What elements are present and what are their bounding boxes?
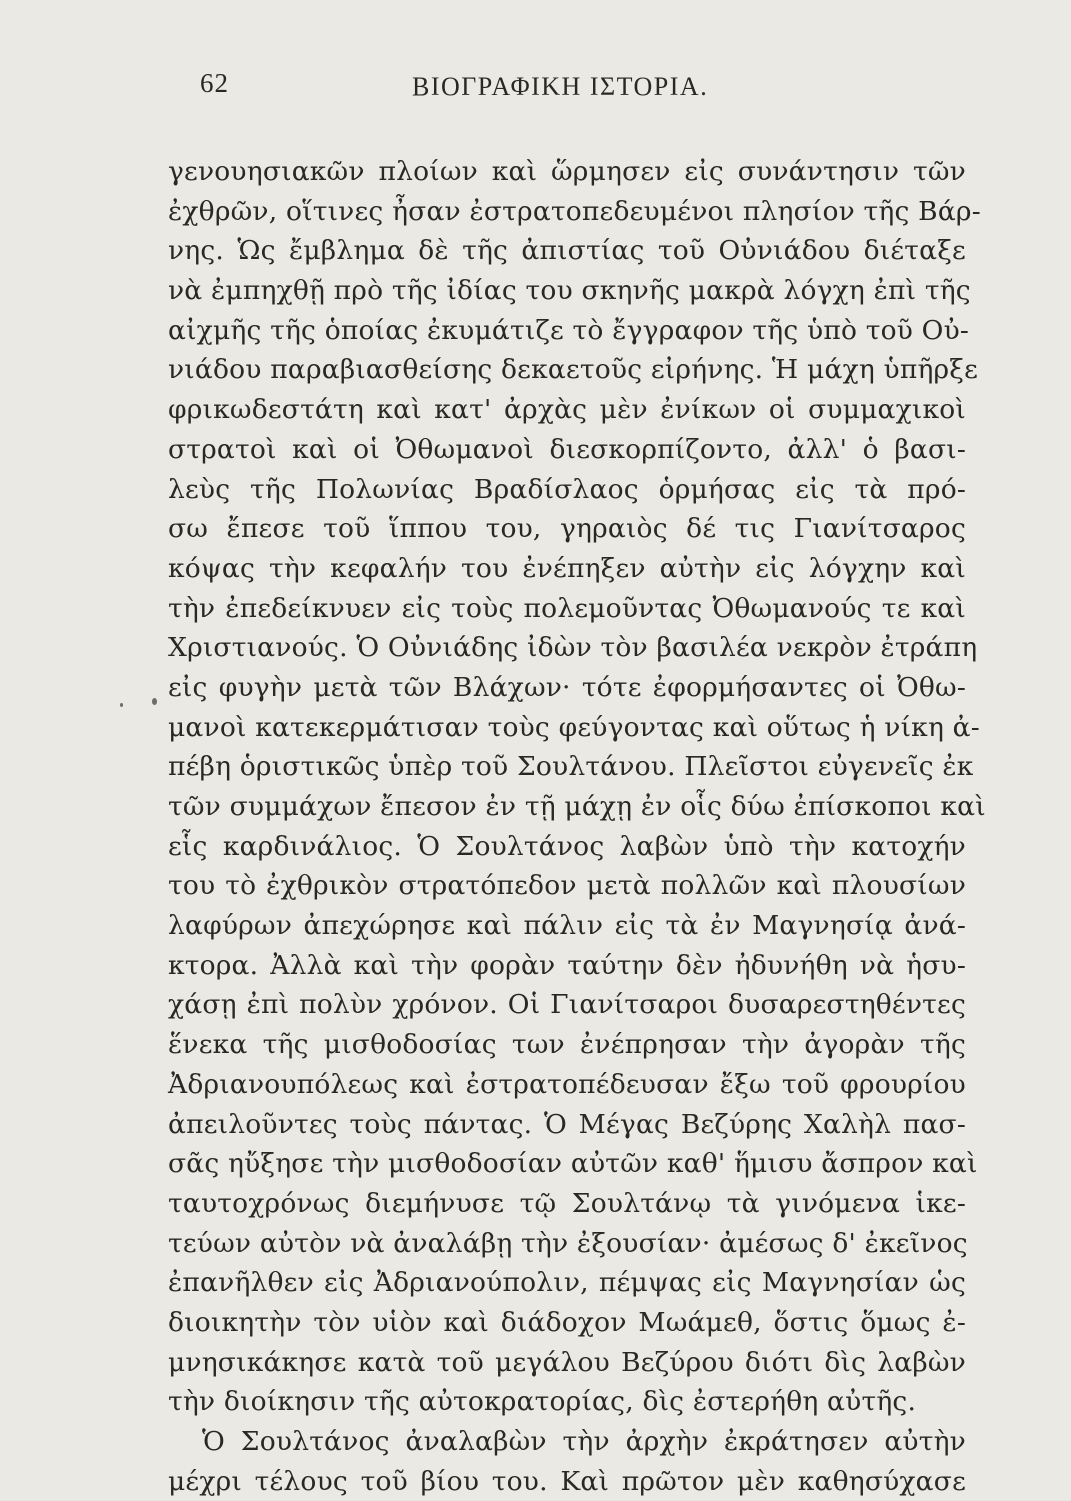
text-line: ταυτοχρόνως διεμήνυσε τῷ Σουλτάνῳ τὰ γινόμενα ἱκε- [168,1187,966,1219]
text-line: κόψας τὴν κεφαλήν του ἐνέπηξεν αὐτὴν εἰς λόγχην καὶ [168,552,966,584]
text-line: κτορα. Ἀλλὰ καὶ τὴν φορὰν ταύτην δὲν ἠδυνήθη νὰ ἡσυ- [168,949,966,981]
text-line: ἐχθρῶν, οἵτινες ἦσαν ἐστρατοπεδευμένοι πλησίον τῆς Βάρ- [168,195,981,227]
text-line: στρατοὶ καὶ οἱ Ὀθωμανοὶ διεσκορπίζοντο, ἀλλ' ὁ βασι- [168,433,966,465]
text-line: εἷς καρδινάλιος. Ὁ Σουλτάνος λαβὼν ὑπὸ τὴν κατοχήν [168,830,966,862]
text-line: σᾶς ηὔξησε τὴν μισθοδοσίαν αὐτῶν καθ' ἥμισυ ἄσπρον καὶ [168,1148,978,1180]
page-number: 62 [200,68,229,98]
text-line: Ἀδριανουπόλεως καὶ ἐστρατοπέδευσαν ἔξω τοῦ φρουρίου [168,1068,966,1100]
text-line: νὰ ἐμπηχθῇ πρὸ τῆς ἰδίας του σκηνῆς μακρὰ λόγχη ἐπὶ τῆς [168,275,971,307]
text-line: διοικητὴν τὸν υἱὸν καὶ διάδοχον Μωάμεθ, ὅστις ὅμως ἐ- [168,1306,966,1338]
text-line: χάσῃ ἐπὶ πολὺν χρόνον. Οἱ Γιανίτσαροι δυσαρεστηθέντες [168,989,966,1021]
text-line: σω ἔπεσε τοῦ ἵππου του, γηραιὸς δέ τις Γιανίτσαρος [168,513,966,545]
body-text [168,152,986,1501]
text-line: νης. Ὡς ἔμβλημα δὲ τῆς ἀπιστίας τοῦ Οὐνιάδου διέταξε [168,235,966,267]
text-line: πέβη ὁριστικῶς ὑπὲρ τοῦ Σουλτάνου. Πλεῖστοι εὐγενεῖς ἐκ [168,751,974,783]
text-line: μανοὶ κατεκερμάτισαν τοὺς φεύγοντας καὶ οὕτως ἡ νίκη ἀ- [168,711,980,743]
text-line: λαφύρων ἀπεχώρησε καὶ πάλιν εἰς τὰ ἐν Μαγνησίᾳ ἀνά- [168,910,966,942]
text-line: εἰς φυγὴν μετὰ τῶν Βλάχων· τότε ἐφορμήσαντες οἱ Ὀθω- [168,671,966,703]
text-line: τεύων αὐτὸν νὰ ἀναλάβῃ τὴν ἐξουσίαν· ἀμέσως δ' ἐκεῖνος [168,1227,968,1259]
text-line: τῶν συμμάχων ἔπεσον ἐν τῇ μάχῃ ἐν οἷς δύω ἐπίσκοποι καὶ [168,791,986,822]
running-title: ΒΙΟΓΡΑΦΙΚΗ ΙΣΤΟΡΙΑ. [412,72,709,101]
text-line: μνησικάκησε κατὰ τοῦ μεγάλου Βεζύρου διότι δὶς λαβὼν [168,1346,966,1378]
paragraph-2 [168,1422,966,1501]
paragraph-1 [168,152,986,1422]
text-line: Ὁ Σουλτάνος ἀναλαβὼν τὴν ἀρχὴν ἐκράτησεν αὐτὴν [202,1426,966,1457]
text-line: Χριστιανούς. Ὁ Οὐνιάδης ἰδὼν τὸν βασιλέα νεκρὸν ἐτράπη [168,632,978,664]
text-line: τὴν ἐπεδείκνυεν εἰς τοὺς πολεμοῦντας Ὀθωμανούς τε καὶ [168,592,966,624]
page-header [0,68,1071,112]
text-line: λεὺς τῆς Πολωνίας Βραδίσλαος ὁρμήσας εἰς τὰ πρό- [168,473,966,505]
paper-speck [120,703,123,707]
text-line: γενουησιακῶν πλοίων καὶ ὥρμησεν εἰς συνάντησιν τῶν [168,156,966,187]
text-line: ἕνεκα τῆς μισθοδοσίας των ἐνέπρησαν τὴν ἀγορὰν τῆς [168,1029,966,1061]
text-line: του τὸ ἐχθρικὸν στρατόπεδον μετὰ πολλῶν καὶ πλουσίων [168,870,966,902]
text-line: ἀπειλοῦντες τοὺς πάντας. Ὁ Μέγας Βεζύρης Χαλὴλ πασ- [168,1108,966,1140]
text-line: μέχρι τέλους τοῦ βίου του. Καὶ πρῶτον μὲν καθησύχασε [168,1465,966,1497]
text-line: φρικωδεστάτη καὶ κατ' ἀρχὰς μὲν ἐνίκων οἱ συμμαχικοὶ [168,394,966,426]
text-line: ἐπανῆλθεν εἰς Ἀδριανούπολιν, πέμψας εἰς Μαγνησίαν ὡς [168,1267,966,1299]
paper-speck [152,698,157,705]
text-line: νιάδου παραβιασθείσης δεκαετοῦς εἰρήνης. Ἡ μάχη ὑπῆρξε [168,354,979,386]
text-line: αἰχμῆς τῆς ὁποίας ἐκυμάτιζε τὸ ἔγγραφον τῆς ὑπὸ τοῦ Οὐ- [168,314,970,346]
text-line: τὴν διοίκησιν τῆς αὐτοκρατορίας, δὶς ἐστερήθη αὐτῆς. [168,1386,917,1418]
